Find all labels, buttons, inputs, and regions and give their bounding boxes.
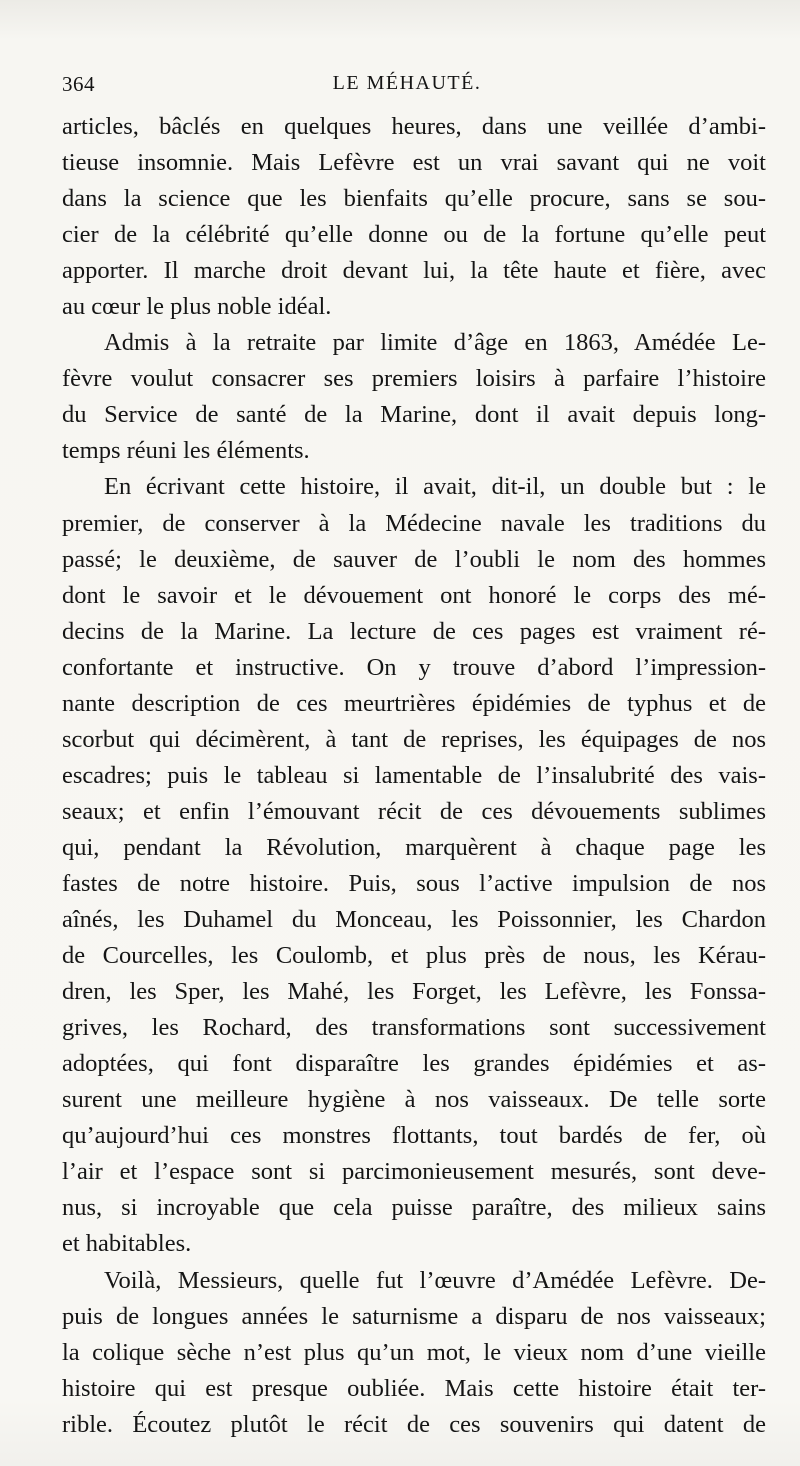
text-line: scorbut qui décimèrent, à tant de reprises, les équipages de nos	[62, 725, 766, 753]
text-line: Admis à la retraite par limite d’âge en 1863, Amédée Le-	[104, 329, 766, 357]
running-head	[62, 72, 752, 102]
text-line: la colique sèche n’est plus qu’un mot, le vieux nom d’une vieille	[62, 1338, 766, 1366]
text-line: dont le savoir et le dévouement ont honoré le corps des mé-	[62, 581, 766, 609]
text-line: du Service de santé de la Marine, dont il avait depuis long-	[62, 401, 766, 429]
text-line: Voilà, Messieurs, quelle fut l’œuvre d’Amédée Lefèvre. De-	[104, 1266, 766, 1294]
text-line: tieuse insomnie. Mais Lefèvre est un vrai savant qui ne voit	[62, 149, 766, 177]
text-line: puis de longues années le saturnisme a disparu de nos vaisseaux;	[62, 1302, 766, 1330]
running-title: LE MÉHAUTÉ.	[332, 72, 482, 94]
text-line: qu’aujourd’hui ces monstres flottants, tout bardés de fer, où	[62, 1122, 766, 1150]
text-line: au cœur le plus noble idéal.	[62, 293, 332, 321]
text-line: premier, de conserver à la Médecine navale les traditions du	[62, 509, 766, 537]
text-line: l’air et l’espace sont si parcimonieusement mesurés, sont deve-	[62, 1158, 766, 1186]
text-line: dren, les Sper, les Mahé, les Forget, les Lefèvre, les Fonssa-	[62, 978, 766, 1006]
page-number: 364	[62, 72, 95, 96]
text-line: nante description de ces meurtrières épidémies de typhus et de	[62, 689, 766, 717]
text-line: grives, les Rochard, des transformations sont successivement	[62, 1014, 766, 1042]
text-line: histoire qui est presque oubliée. Mais cette histoire était ter-	[62, 1374, 766, 1402]
text-line: nus, si incroyable que cela puisse paraître, des milieux sains	[62, 1194, 766, 1222]
text-line: dans la science que les bienfaits qu’elle procure, sans se sou-	[62, 185, 766, 213]
text-line: escadres; puis le tableau si lamentable de l’insalubrité des vais-	[62, 761, 766, 789]
text-line: apporter. Il marche droit devant lui, la tête haute et fière, avec	[62, 257, 766, 285]
text-line: En écrivant cette histoire, il avait, dit-il, un double but : le	[104, 473, 766, 501]
text-line: temps réuni les éléments.	[62, 437, 310, 465]
text-line: decins de la Marine. La lecture de ces pages est vraiment ré-	[62, 617, 766, 645]
text-line: surent une meilleure hygiène à nos vaisseaux. De telle sorte	[62, 1086, 766, 1114]
text-line: adoptées, qui font disparaître les grandes épidémies et as-	[62, 1050, 766, 1078]
text-line: rible. Écoutez plutôt le récit de ces souvenirs qui datent de	[62, 1410, 766, 1438]
text-line: aînés, les Duhamel du Monceau, les Poissonnier, les Chardon	[62, 906, 766, 934]
text-line: seaux; et enfin l’émouvant récit de ces dévouements sublimes	[62, 797, 766, 825]
text-line: de Courcelles, les Coulomb, et plus près de nous, les Kérau-	[62, 942, 766, 970]
text-line: fastes de notre histoire. Puis, sous l’active impulsion de nos	[62, 869, 766, 897]
body-text	[62, 109, 766, 1443]
text-line: et habitables.	[62, 1230, 192, 1258]
text-line: confortante et instructive. On y trouve d’abord l’impression-	[62, 653, 766, 681]
text-line: cier de la célébrité qu’elle donne ou de la fortune qu’elle peut	[62, 221, 766, 249]
text-line: passé; le deuxième, de sauver de l’oubli le nom des hommes	[62, 545, 766, 573]
text-line: fèvre voulut consacrer ses premiers loisirs à parfaire l’histoire	[62, 365, 766, 393]
text-line: qui, pendant la Révolution, marquèrent à chaque page les	[62, 833, 766, 861]
text-line: articles, bâclés en quelques heures, dans une veillée d’ambi-	[62, 113, 766, 140]
